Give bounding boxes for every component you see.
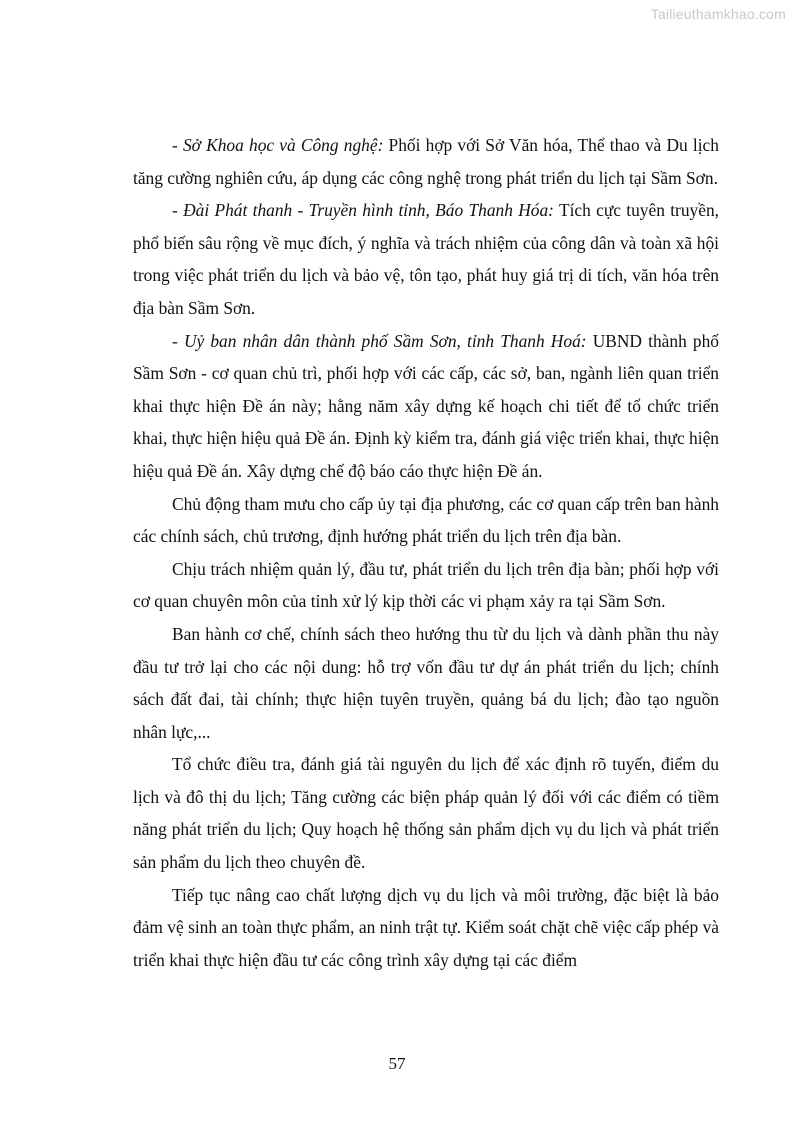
- paragraph-text: Chịu trách nhiệm quản lý, đầu tư, phát triển du lịch trên địa bàn; phối hợp với cơ quan chuyên môn của tỉnh xử lý kịp thời các vi phạm xảy ra tại Sầm Sơn.: [133, 558, 719, 612]
- paragraph-text: Phối hợp với Sở Văn hóa, Thể thao và Du lịch tăng cường nghiên cứu, áp dụng các công nghệ trong phát triển du lịch tại Sầm Sơn.: [133, 135, 719, 188]
- watermark: Tailieuthamkhao.com: [650, 6, 786, 22]
- paragraph: [133, 325, 719, 488]
- paragraph-text: Chủ động tham mưu cho cấp ủy tại địa phương, các cơ quan cấp trên ban hành các chính sách, chủ trương, định hướng phát triển du lịch trên địa bàn.: [133, 493, 719, 547]
- page-number: 57: [388, 1054, 406, 1073]
- paragraph-text: Tiếp tục nâng cao chất lượng dịch vụ du lịch và môi trường, đặc biệt là bảo đảm vệ sinh an toàn thực phẩm, an ninh trật tự. Kiểm soát chặt chẽ việc cấp phép và triển khai thực hiện đầu tư các công trình xây dựng tại các điểm: [133, 884, 719, 970]
- paragraph: [133, 488, 719, 553]
- paragraph-lead: - Sở Khoa học và Công nghệ:: [172, 135, 384, 155]
- paragraph: [133, 618, 719, 748]
- paragraph-text: UBND thành phố Sầm Sơn - cơ quan chủ trì, phối hợp với các cấp, các sở, ban, ngành liên quan triển khai thực hiện Đề án này; hằng năm xây dựng kế hoạch chi tiết để tổ chức triển khai, thực hiện hiệu quả Đề án. Định kỳ kiểm tra, đánh giá việc triển khai, thực hiện hiệu quả Đề án. Xây dựng chế độ báo cáo thực hiện Đề án.: [133, 330, 720, 481]
- paragraph: [133, 194, 719, 324]
- paragraph: [133, 129, 719, 194]
- paragraph-lead: - Uỷ ban nhân dân thành phố Sầm Sơn, tỉnh Thanh Hoá:: [172, 330, 587, 351]
- paragraph: [133, 748, 719, 878]
- paragraph-text: Ban hành cơ chế, chính sách theo hướng thu từ du lịch và dành phần thu này đầu tư trở lại cho các nội dung: hỗ trợ vốn đầu tư dự án phát triển du lịch; chính sách đất đai, tài chính; thực hiện tuyên truyền, quảng bá du lịch; đào tạo nguồn nhân lực,...: [133, 623, 719, 742]
- paragraph-text: Tổ chức điều tra, đánh giá tài nguyên du lịch để xác định rõ tuyến, điểm du lịch và đô thị du lịch; Tăng cường các biện pháp quản lý đối với các điểm có tiềm năng phát triển du lịch; Quy hoạch hệ thống sản phẩm dịch vụ du lịch và phát triển sản phẩm du lịch theo chuyên đề.: [133, 754, 719, 873]
- document-body: [133, 129, 719, 976]
- paragraph-text: Tích cực tuyên truyền, phổ biến sâu rộng về mục đích, ý nghĩa và trách nhiệm của công dân và toàn xã hội trong việc phát triển du lịch và bảo vệ, tôn tạo, phát huy giá trị di tích, văn hóa trên địa bàn Sầm Sơn.: [133, 200, 719, 318]
- paragraph: [133, 879, 719, 977]
- paragraph: [133, 553, 719, 618]
- paragraph-lead: - Đài Phát thanh - Truyền hình tỉnh, Báo Thanh Hóa:: [172, 200, 554, 221]
